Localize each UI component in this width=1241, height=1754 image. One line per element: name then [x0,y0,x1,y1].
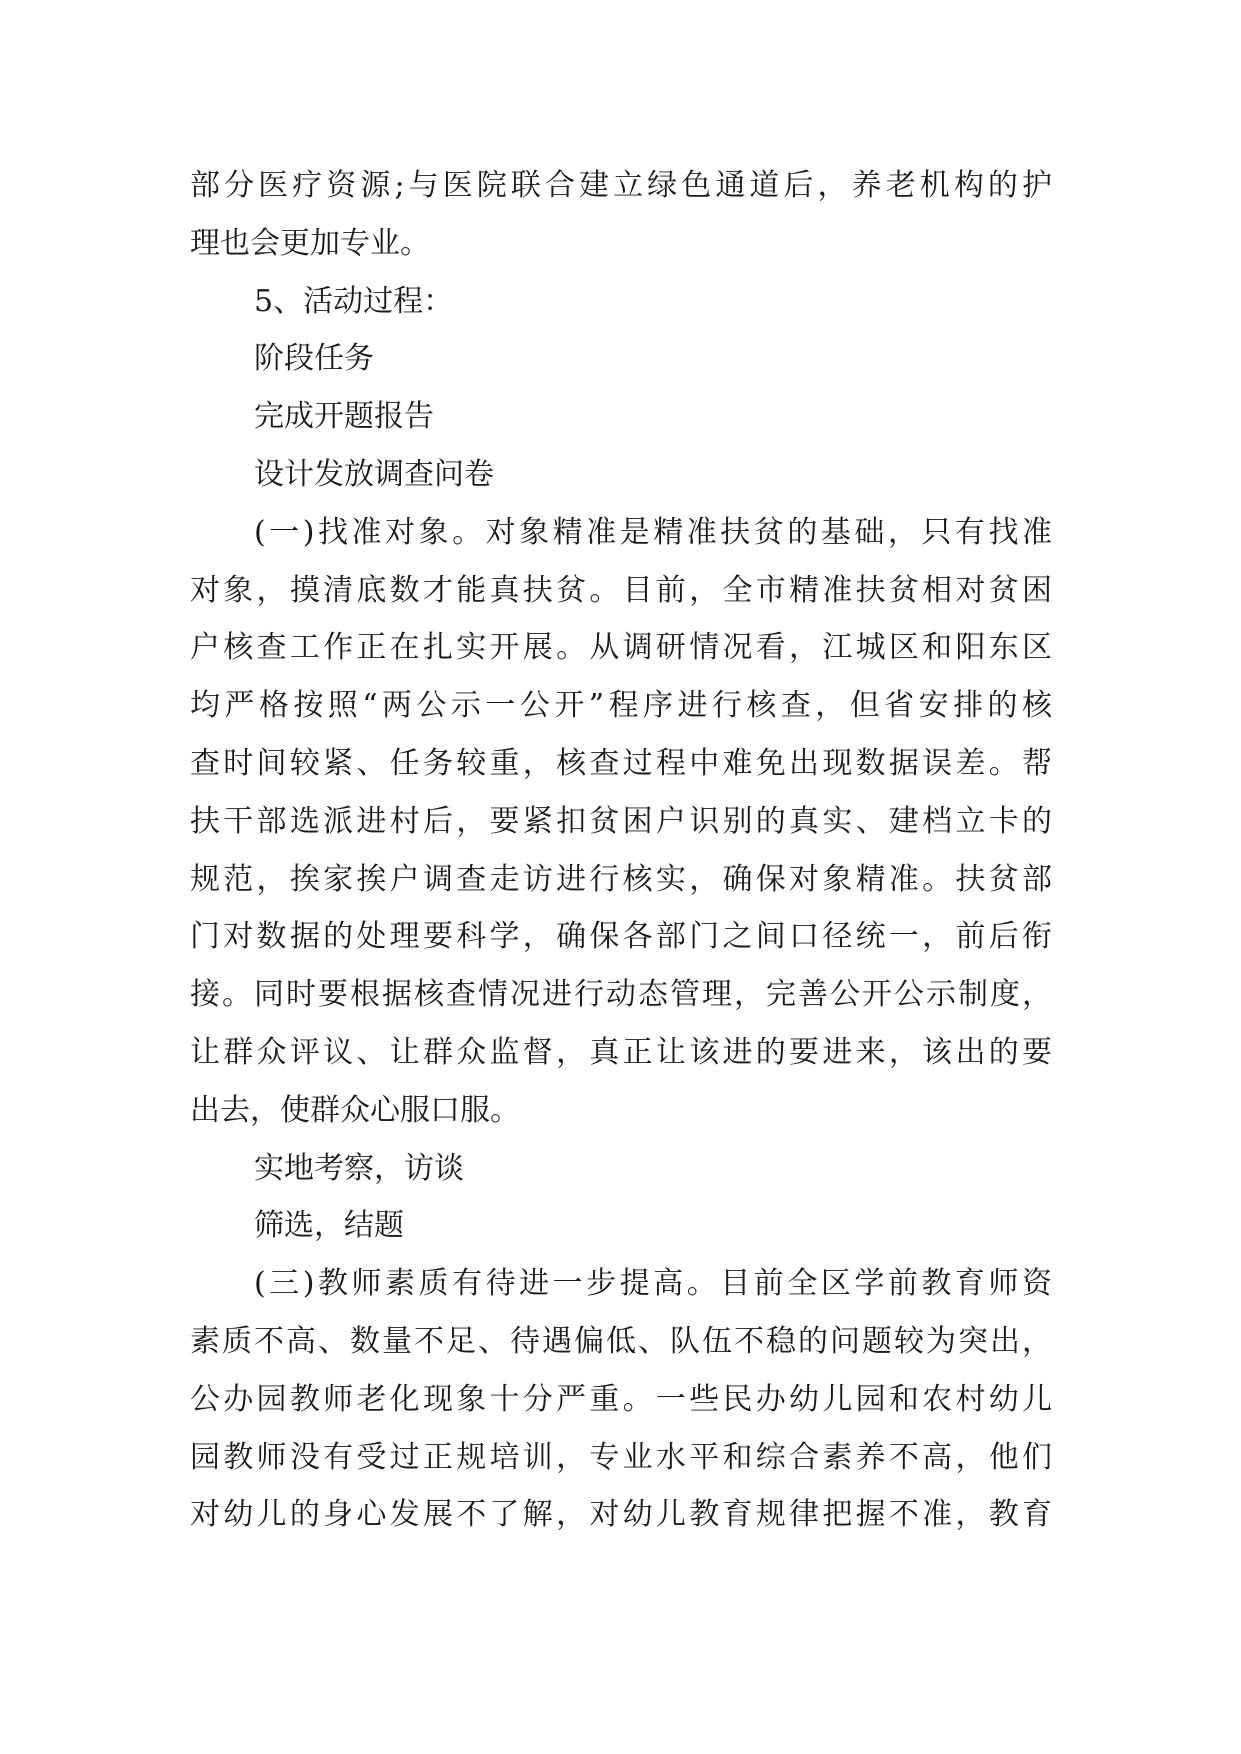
list-item: 设计发放调查问卷 [254,456,494,492]
text-line: 公办园教师老化现象十分严重。一些民办幼儿园和农村幼儿 [190,1381,1052,1417]
list-item: 实地考察，访谈 [254,1150,464,1186]
text-line: 理也会更加专业。 [190,225,430,261]
text-line: 让群众评议、让群众监督，真正让该进的要进来，该出的要 [190,1034,1052,1070]
text-line: 规范，挨家挨户调查走访进行核实，确保对象精准。扶贫部 [190,861,1052,897]
section-heading: 5、活动过程： [254,283,454,319]
list-item: 阶段任务 [254,341,374,377]
text-line: 扶干部选派进村后，要紧扣贫困户识别的真实、建档立卡的 [190,803,1052,839]
paragraph-start: (一)找准对象。对象精准是精准扶贫的基础，只有找准 [254,514,1052,550]
document-page [190,157,1052,1544]
paragraph-start: (三)教师素质有待进一步提高。目前全区学前教育师资 [254,1266,1052,1302]
text-line: 部分医疗资源;与医院联合建立绿色通道后，养老机构的护 [190,168,1052,203]
text-line: 接。同时要根据核查情况进行动态管理，完善公开公示制度， [190,977,1052,1013]
text-line: 对幼儿的身心发展不了解，对幼儿教育规律把握不准，教育 [190,1497,1052,1533]
text-line: 门对数据的处理要科学，确保各部门之间口径统一，前后衔 [190,919,1052,955]
text-line: 户核查工作正在扎实开展。从调研情况看，江城区和阳东区 [190,630,1052,666]
text-line: 园教师没有受过正规培训，专业水平和综合素养不高，他们 [190,1439,1052,1475]
text-line: 均严格按照“两公示一公开”程序进行核查，但省安排的核 [190,688,1052,724]
text-line: 素质不高、数量不足、待遇偏低、队伍不稳的问题较为突出， [190,1323,1052,1359]
text-line: 对象，摸清底数才能真扶贫。目前，全市精准扶贫相对贫困 [190,572,1052,608]
text-line: 出去，使群众心服口服。 [190,1092,520,1128]
list-item: 完成开题报告 [254,399,434,435]
text-line: 查时间较紧、任务较重，核查过程中难免出现数据误差。帮 [190,745,1052,781]
list-item: 筛选，结题 [254,1208,404,1244]
